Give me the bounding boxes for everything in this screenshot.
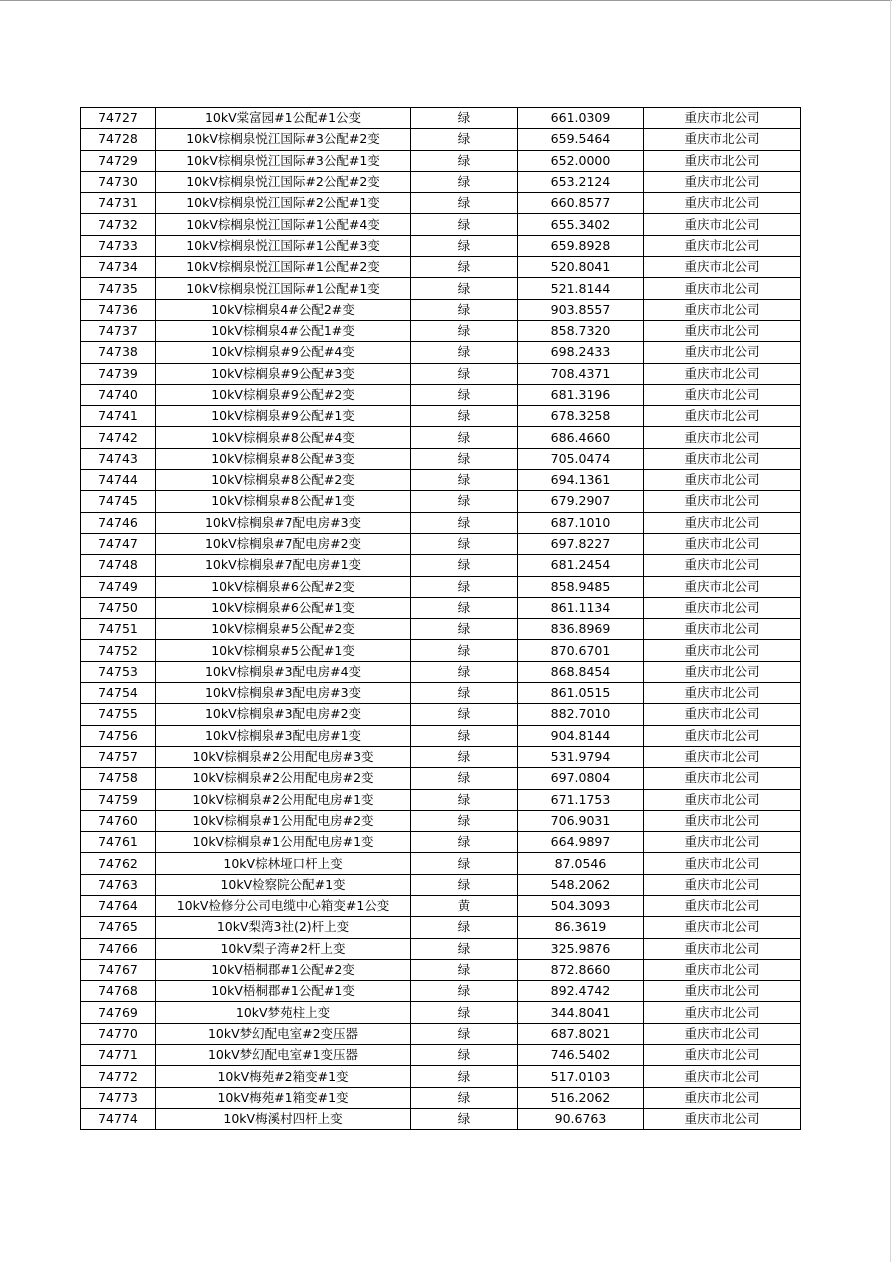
company-cell: 重庆市北公司 — [644, 917, 801, 938]
transformer-name-cell: 10kV棕榈泉#8公配#3变 — [156, 448, 411, 469]
row-id-cell: 74760 — [81, 810, 156, 831]
transformer-name-cell: 10kV棕林垭口杆上变 — [156, 853, 411, 874]
status-color-cell: 绿 — [411, 1087, 518, 1108]
status-color-cell: 绿 — [411, 555, 518, 576]
status-color-cell: 绿 — [411, 129, 518, 150]
value-cell: 653.2124 — [518, 171, 644, 192]
company-cell: 重庆市北公司 — [644, 959, 801, 980]
value-cell: 90.6763 — [518, 1108, 644, 1129]
value-cell: 661.0309 — [518, 108, 644, 129]
transformer-name-cell: 10kV棕榈泉#8公配#2变 — [156, 470, 411, 491]
company-cell: 重庆市北公司 — [644, 1002, 801, 1023]
value-cell: 858.9485 — [518, 576, 644, 597]
company-cell: 重庆市北公司 — [644, 1087, 801, 1108]
status-color-cell: 绿 — [411, 619, 518, 640]
table-row — [81, 214, 801, 235]
status-color-cell: 绿 — [411, 470, 518, 491]
company-cell: 重庆市北公司 — [644, 299, 801, 320]
company-cell: 重庆市北公司 — [644, 768, 801, 789]
table-row — [81, 746, 801, 767]
row-id-cell: 74770 — [81, 1023, 156, 1044]
table-row — [81, 832, 801, 853]
row-id-cell: 74759 — [81, 789, 156, 810]
value-cell: 517.0103 — [518, 1066, 644, 1087]
transformer-name-cell: 10kV棕榈泉#3配电房#1变 — [156, 725, 411, 746]
status-color-cell: 绿 — [411, 789, 518, 810]
status-color-cell: 绿 — [411, 810, 518, 831]
value-cell: 660.8577 — [518, 193, 644, 214]
transformer-name-cell: 10kV棕榈泉#3配电房#2变 — [156, 704, 411, 725]
transformer-name-cell: 10kV梨子湾#2杆上变 — [156, 938, 411, 959]
table-row — [81, 959, 801, 980]
value-cell: 652.0000 — [518, 150, 644, 171]
transformer-name-cell: 10kV梅苑#2箱变#1变 — [156, 1066, 411, 1087]
company-cell: 重庆市北公司 — [644, 895, 801, 916]
row-id-cell: 74751 — [81, 619, 156, 640]
transformer-name-cell: 10kV棕榈泉#6公配#2变 — [156, 576, 411, 597]
value-cell: 697.0804 — [518, 768, 644, 789]
row-id-cell: 74736 — [81, 299, 156, 320]
company-cell: 重庆市北公司 — [644, 491, 801, 512]
status-color-cell: 绿 — [411, 235, 518, 256]
table-row — [81, 576, 801, 597]
table-row — [81, 725, 801, 746]
value-cell: 344.8041 — [518, 1002, 644, 1023]
table-row — [81, 278, 801, 299]
company-cell: 重庆市北公司 — [644, 1023, 801, 1044]
row-id-cell: 74769 — [81, 1002, 156, 1023]
value-cell: 504.3093 — [518, 895, 644, 916]
table-body — [81, 108, 801, 1130]
row-id-cell: 74754 — [81, 683, 156, 704]
value-cell: 681.2454 — [518, 555, 644, 576]
company-cell: 重庆市北公司 — [644, 257, 801, 278]
value-cell: 858.7320 — [518, 320, 644, 341]
transformer-name-cell: 10kV棕榈泉悦江国际#3公配#1变 — [156, 150, 411, 171]
row-id-cell: 74749 — [81, 576, 156, 597]
company-cell: 重庆市北公司 — [644, 171, 801, 192]
company-cell: 重庆市北公司 — [644, 150, 801, 171]
status-color-cell: 绿 — [411, 874, 518, 895]
row-id-cell: 74731 — [81, 193, 156, 214]
table-row — [81, 1023, 801, 1044]
table-row — [81, 597, 801, 618]
status-color-cell: 绿 — [411, 448, 518, 469]
transformer-name-cell: 10kV棕榈泉悦江国际#1公配#1变 — [156, 278, 411, 299]
company-cell: 重庆市北公司 — [644, 576, 801, 597]
company-cell: 重庆市北公司 — [644, 214, 801, 235]
table-row — [81, 1002, 801, 1023]
value-cell: 706.9031 — [518, 810, 644, 831]
table-row — [81, 512, 801, 533]
row-id-cell: 74755 — [81, 704, 156, 725]
value-cell: 659.5464 — [518, 129, 644, 150]
value-cell: 870.6701 — [518, 640, 644, 661]
table-row — [81, 235, 801, 256]
company-cell: 重庆市北公司 — [644, 874, 801, 895]
status-color-cell: 绿 — [411, 108, 518, 129]
company-cell: 重庆市北公司 — [644, 235, 801, 256]
row-id-cell: 74738 — [81, 342, 156, 363]
row-id-cell: 74730 — [81, 171, 156, 192]
transformer-name-cell: 10kV棕榈泉#5公配#1变 — [156, 640, 411, 661]
status-color-cell: 绿 — [411, 1002, 518, 1023]
company-cell: 重庆市北公司 — [644, 512, 801, 533]
company-cell: 重庆市北公司 — [644, 193, 801, 214]
status-color-cell: 绿 — [411, 661, 518, 682]
value-cell: 746.5402 — [518, 1045, 644, 1066]
table-row — [81, 810, 801, 831]
table-row — [81, 704, 801, 725]
status-color-cell: 绿 — [411, 725, 518, 746]
row-id-cell: 74744 — [81, 470, 156, 491]
status-color-cell: 绿 — [411, 576, 518, 597]
status-color-cell: 黄 — [411, 895, 518, 916]
row-id-cell: 74767 — [81, 959, 156, 980]
company-cell: 重庆市北公司 — [644, 661, 801, 682]
company-cell: 重庆市北公司 — [644, 725, 801, 746]
transformer-name-cell: 10kV检修分公司电缆中心箱变#1公变 — [156, 895, 411, 916]
table-row — [81, 683, 801, 704]
table-row — [81, 917, 801, 938]
value-cell: 705.0474 — [518, 448, 644, 469]
status-color-cell: 绿 — [411, 981, 518, 1002]
transformer-name-cell: 10kV棕榈泉悦江国际#1公配#2变 — [156, 257, 411, 278]
table-row — [81, 470, 801, 491]
company-cell: 重庆市北公司 — [644, 1108, 801, 1129]
table-row — [81, 299, 801, 320]
table-row — [81, 1108, 801, 1129]
status-color-cell: 绿 — [411, 427, 518, 448]
value-cell: 868.8454 — [518, 661, 644, 682]
table-row — [81, 938, 801, 959]
company-cell: 重庆市北公司 — [644, 832, 801, 853]
row-id-cell: 74743 — [81, 448, 156, 469]
value-cell: 671.1753 — [518, 789, 644, 810]
row-id-cell: 74742 — [81, 427, 156, 448]
value-cell: 681.3196 — [518, 384, 644, 405]
status-color-cell: 绿 — [411, 257, 518, 278]
company-cell: 重庆市北公司 — [644, 342, 801, 363]
value-cell: 882.7010 — [518, 704, 644, 725]
row-id-cell: 74758 — [81, 768, 156, 789]
value-cell: 687.1010 — [518, 512, 644, 533]
table-row — [81, 555, 801, 576]
company-cell: 重庆市北公司 — [644, 320, 801, 341]
table-row — [81, 640, 801, 661]
value-cell: 687.8021 — [518, 1023, 644, 1044]
transformer-name-cell: 10kV棠富园#1公配#1公变 — [156, 108, 411, 129]
transformer-name-cell: 10kV棕榈泉#9公配#1变 — [156, 406, 411, 427]
row-id-cell: 74740 — [81, 384, 156, 405]
page-right-border — [890, 0, 891, 1262]
value-cell: 531.9794 — [518, 746, 644, 767]
company-cell: 重庆市北公司 — [644, 448, 801, 469]
row-id-cell: 74762 — [81, 853, 156, 874]
status-color-cell: 绿 — [411, 640, 518, 661]
status-color-cell: 绿 — [411, 853, 518, 874]
transformer-name-cell: 10kV棕榈泉悦江国际#3公配#2变 — [156, 129, 411, 150]
row-id-cell: 74728 — [81, 129, 156, 150]
value-cell: 655.3402 — [518, 214, 644, 235]
company-cell: 重庆市北公司 — [644, 384, 801, 405]
transformer-name-cell: 10kV棕榈泉悦江国际#2公配#2变 — [156, 171, 411, 192]
table-row — [81, 491, 801, 512]
status-color-cell: 绿 — [411, 597, 518, 618]
transformer-name-cell: 10kV棕榈泉#2公用配电房#2变 — [156, 768, 411, 789]
status-color-cell: 绿 — [411, 512, 518, 533]
transformer-name-cell: 10kV梦苑柱上变 — [156, 1002, 411, 1023]
row-id-cell: 74729 — [81, 150, 156, 171]
value-cell: 86.3619 — [518, 917, 644, 938]
transformer-name-cell: 10kV棕榈泉#3配电房#3变 — [156, 683, 411, 704]
transformer-name-cell: 10kV棕榈泉#7配电房#2变 — [156, 533, 411, 554]
table-row — [81, 789, 801, 810]
row-id-cell: 74753 — [81, 661, 156, 682]
table-row — [81, 619, 801, 640]
company-cell: 重庆市北公司 — [644, 533, 801, 554]
value-cell: 678.3258 — [518, 406, 644, 427]
row-id-cell: 74741 — [81, 406, 156, 427]
company-cell: 重庆市北公司 — [644, 789, 801, 810]
table-row — [81, 533, 801, 554]
transformer-name-cell: 10kV棕榈泉#1公用配电房#2变 — [156, 810, 411, 831]
transformer-name-cell: 10kV棕榈泉4#公配1#变 — [156, 320, 411, 341]
value-cell: 697.8227 — [518, 533, 644, 554]
status-color-cell: 绿 — [411, 299, 518, 320]
status-color-cell: 绿 — [411, 150, 518, 171]
value-cell: 872.8660 — [518, 959, 644, 980]
transformer-name-cell: 10kV棕榈泉#6公配#1变 — [156, 597, 411, 618]
value-cell: 520.8041 — [518, 257, 644, 278]
row-id-cell: 74735 — [81, 278, 156, 299]
transformer-name-cell: 10kV棕榈泉#2公用配电房#1变 — [156, 789, 411, 810]
company-cell: 重庆市北公司 — [644, 406, 801, 427]
table-row — [81, 363, 801, 384]
transformer-name-cell: 10kV棕榈泉悦江国际#2公配#1变 — [156, 193, 411, 214]
row-id-cell: 74737 — [81, 320, 156, 341]
transformer-name-cell: 10kV梅溪村四杆上变 — [156, 1108, 411, 1129]
value-cell: 686.4660 — [518, 427, 644, 448]
value-cell: 548.2062 — [518, 874, 644, 895]
company-cell: 重庆市北公司 — [644, 704, 801, 725]
table-row — [81, 895, 801, 916]
row-id-cell: 74752 — [81, 640, 156, 661]
table-row — [81, 768, 801, 789]
status-color-cell: 绿 — [411, 406, 518, 427]
status-color-cell: 绿 — [411, 1023, 518, 1044]
transformer-name-cell: 10kV棕榈泉#1公用配电房#1变 — [156, 832, 411, 853]
company-cell: 重庆市北公司 — [644, 1045, 801, 1066]
table-row — [81, 108, 801, 129]
company-cell: 重庆市北公司 — [644, 1066, 801, 1087]
table-row — [81, 320, 801, 341]
transformer-name-cell: 10kV棕榈泉#7配电房#3变 — [156, 512, 411, 533]
table-row — [81, 384, 801, 405]
company-cell: 重庆市北公司 — [644, 427, 801, 448]
status-color-cell: 绿 — [411, 1066, 518, 1087]
page-top-border — [0, 0, 892, 1]
row-id-cell: 74772 — [81, 1066, 156, 1087]
row-id-cell: 74746 — [81, 512, 156, 533]
table-row — [81, 448, 801, 469]
company-cell: 重庆市北公司 — [644, 363, 801, 384]
table-row — [81, 1066, 801, 1087]
table-row — [81, 1087, 801, 1108]
transformer-name-cell: 10kV棕榈泉悦江国际#1公配#3变 — [156, 235, 411, 256]
table-row — [81, 150, 801, 171]
row-id-cell: 74773 — [81, 1087, 156, 1108]
value-cell: 516.2062 — [518, 1087, 644, 1108]
value-cell: 87.0546 — [518, 853, 644, 874]
company-cell: 重庆市北公司 — [644, 278, 801, 299]
company-cell: 重庆市北公司 — [644, 597, 801, 618]
company-cell: 重庆市北公司 — [644, 938, 801, 959]
company-cell: 重庆市北公司 — [644, 640, 801, 661]
status-color-cell: 绿 — [411, 491, 518, 512]
row-id-cell: 74750 — [81, 597, 156, 618]
value-cell: 861.0515 — [518, 683, 644, 704]
row-id-cell: 74766 — [81, 938, 156, 959]
transformer-name-cell: 10kV棕榈泉#3配电房#4变 — [156, 661, 411, 682]
row-id-cell: 74727 — [81, 108, 156, 129]
company-cell: 重庆市北公司 — [644, 619, 801, 640]
value-cell: 698.2433 — [518, 342, 644, 363]
value-cell: 708.4371 — [518, 363, 644, 384]
company-cell: 重庆市北公司 — [644, 129, 801, 150]
status-color-cell: 绿 — [411, 704, 518, 725]
row-id-cell: 74732 — [81, 214, 156, 235]
status-color-cell: 绿 — [411, 917, 518, 938]
table-row — [81, 981, 801, 1002]
table-row — [81, 661, 801, 682]
transformer-name-cell: 10kV梧桐郡#1公配#2变 — [156, 959, 411, 980]
table-row — [81, 427, 801, 448]
status-color-cell: 绿 — [411, 683, 518, 704]
transformer-name-cell: 10kV棕榈泉#9公配#4变 — [156, 342, 411, 363]
transformer-table — [80, 107, 801, 1130]
row-id-cell: 74747 — [81, 533, 156, 554]
company-cell: 重庆市北公司 — [644, 746, 801, 767]
transformer-name-cell: 10kV棕榈泉#8公配#1变 — [156, 491, 411, 512]
transformer-name-cell: 10kV棕榈泉#8公配#4变 — [156, 427, 411, 448]
transformer-name-cell: 10kV检察院公配#1变 — [156, 874, 411, 895]
row-id-cell: 74756 — [81, 725, 156, 746]
value-cell: 521.8144 — [518, 278, 644, 299]
value-cell: 836.8969 — [518, 619, 644, 640]
value-cell: 903.8557 — [518, 299, 644, 320]
transformer-name-cell: 10kV梦幻配电室#1变压器 — [156, 1045, 411, 1066]
value-cell: 694.1361 — [518, 470, 644, 491]
row-id-cell: 74733 — [81, 235, 156, 256]
transformer-name-cell: 10kV梨湾3社(2)杆上变 — [156, 917, 411, 938]
value-cell: 904.8144 — [518, 725, 644, 746]
company-cell: 重庆市北公司 — [644, 470, 801, 491]
status-color-cell: 绿 — [411, 342, 518, 363]
company-cell: 重庆市北公司 — [644, 810, 801, 831]
table-row — [81, 342, 801, 363]
company-cell: 重庆市北公司 — [644, 555, 801, 576]
transformer-name-cell: 10kV棕榈泉#9公配#2变 — [156, 384, 411, 405]
company-cell: 重庆市北公司 — [644, 853, 801, 874]
status-color-cell: 绿 — [411, 384, 518, 405]
company-cell: 重庆市北公司 — [644, 683, 801, 704]
transformer-name-cell: 10kV棕榈泉悦江国际#1公配#4变 — [156, 214, 411, 235]
row-id-cell: 74761 — [81, 832, 156, 853]
transformer-name-cell: 10kV梦幻配电室#2变压器 — [156, 1023, 411, 1044]
table-row — [81, 193, 801, 214]
status-color-cell: 绿 — [411, 278, 518, 299]
row-id-cell: 74774 — [81, 1108, 156, 1129]
value-cell: 664.9897 — [518, 832, 644, 853]
row-id-cell: 74745 — [81, 491, 156, 512]
status-color-cell: 绿 — [411, 533, 518, 554]
row-id-cell: 74739 — [81, 363, 156, 384]
transformer-name-cell: 10kV梧桐郡#1公配#1变 — [156, 981, 411, 1002]
table-row — [81, 874, 801, 895]
status-color-cell: 绿 — [411, 768, 518, 789]
status-color-cell: 绿 — [411, 938, 518, 959]
transformer-name-cell: 10kV棕榈泉4#公配2#变 — [156, 299, 411, 320]
row-id-cell: 74734 — [81, 257, 156, 278]
row-id-cell: 74748 — [81, 555, 156, 576]
transformer-name-cell: 10kV棕榈泉#5公配#2变 — [156, 619, 411, 640]
transformer-name-cell: 10kV棕榈泉#9公配#3变 — [156, 363, 411, 384]
value-cell: 325.9876 — [518, 938, 644, 959]
company-cell: 重庆市北公司 — [644, 981, 801, 1002]
table-row — [81, 406, 801, 427]
row-id-cell: 74763 — [81, 874, 156, 895]
row-id-cell: 74771 — [81, 1045, 156, 1066]
table-row — [81, 1045, 801, 1066]
table-row — [81, 129, 801, 150]
row-id-cell: 74765 — [81, 917, 156, 938]
status-color-cell: 绿 — [411, 1045, 518, 1066]
status-color-cell: 绿 — [411, 193, 518, 214]
value-cell: 861.1134 — [518, 597, 644, 618]
transformer-name-cell: 10kV棕榈泉#7配电房#1变 — [156, 555, 411, 576]
table-row — [81, 171, 801, 192]
transformer-name-cell: 10kV梅苑#1箱变#1变 — [156, 1087, 411, 1108]
status-color-cell: 绿 — [411, 1108, 518, 1129]
status-color-cell: 绿 — [411, 959, 518, 980]
value-cell: 659.8928 — [518, 235, 644, 256]
transformer-name-cell: 10kV棕榈泉#2公用配电房#3变 — [156, 746, 411, 767]
status-color-cell: 绿 — [411, 363, 518, 384]
status-color-cell: 绿 — [411, 214, 518, 235]
row-id-cell: 74757 — [81, 746, 156, 767]
status-color-cell: 绿 — [411, 832, 518, 853]
table-row — [81, 853, 801, 874]
table-row — [81, 257, 801, 278]
status-color-cell: 绿 — [411, 320, 518, 341]
status-color-cell: 绿 — [411, 746, 518, 767]
value-cell: 679.2907 — [518, 491, 644, 512]
value-cell: 892.4742 — [518, 981, 644, 1002]
company-cell: 重庆市北公司 — [644, 108, 801, 129]
row-id-cell: 74768 — [81, 981, 156, 1002]
status-color-cell: 绿 — [411, 171, 518, 192]
row-id-cell: 74764 — [81, 895, 156, 916]
